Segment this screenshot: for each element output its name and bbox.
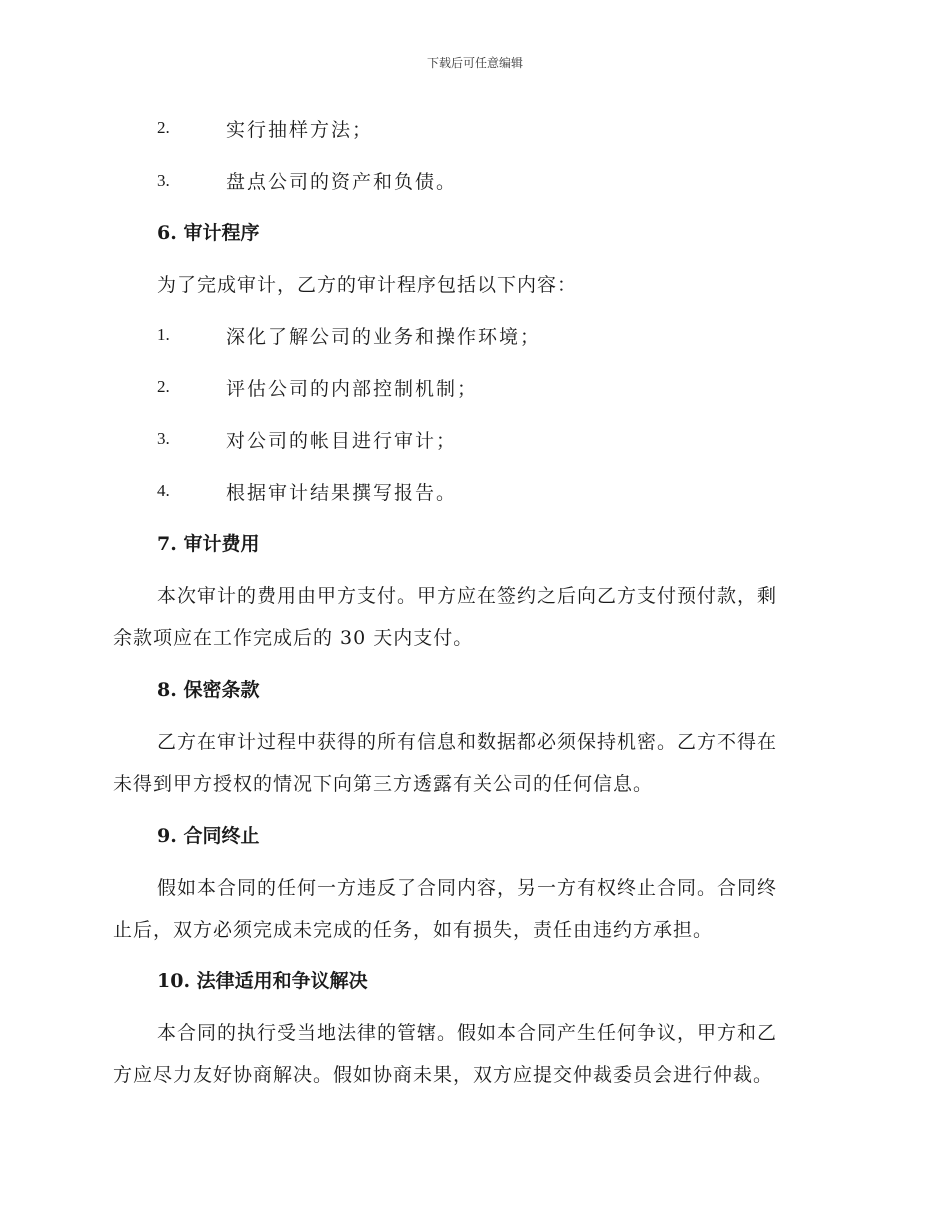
paragraph-text: 余款项应在工作完成后的 30 天内支付。 <box>113 627 474 649</box>
section-heading-9: 9. 合同终止 <box>157 825 260 847</box>
paragraph-text: 方应尽力友好协商解决。假如协商未果，双方应提交仲裁委员会进行仲裁。 <box>113 1064 774 1086</box>
list-number: 4. <box>157 481 170 500</box>
section-heading-8: 8. 保密条款 <box>157 679 260 701</box>
paragraph-text: 假如本合同的任何一方违反了合同内容，另一方有权终止合同。合同终 <box>157 877 778 899</box>
list-number: 3. <box>157 429 170 448</box>
section-heading-7: 7. 审计费用 <box>157 533 260 555</box>
paragraph-text: 止后，双方必须完成未完成的任务，如有损失，责任由违约方承担。 <box>113 919 714 941</box>
list-number: 2. <box>157 118 170 137</box>
paragraph-text: 本合同的执行受当地法律的管辖。假如本合同产生任何争议，甲方和乙 <box>157 1022 778 1044</box>
paragraph-text: 为了完成审计，乙方的审计程序包括以下内容： <box>157 274 578 296</box>
section-heading-6: 6. 审计程序 <box>157 222 260 244</box>
list-number: 1. <box>157 325 170 344</box>
list-item: 实行抽样方法； <box>226 119 374 141</box>
section-heading-10: 10. 法律适用和争议解决 <box>157 970 368 992</box>
page-header: 下载后可任意编辑 <box>426 56 523 70</box>
list-item: 根据审计结果撰写报告。 <box>226 482 458 504</box>
paragraph-text: 未得到甲方授权的情况下向第三方透露有关公司的任何信息。 <box>113 773 654 795</box>
list-item: 深化了解公司的业务和操作环境； <box>226 326 542 348</box>
list-item: 对公司的帐目进行审计； <box>226 430 458 452</box>
paragraph-text: 乙方在审计过程中获得的所有信息和数据都必须保持机密。乙方不得在 <box>157 731 778 753</box>
list-item: 盘点公司的资产和负债。 <box>226 171 458 193</box>
list-number: 2. <box>157 377 170 396</box>
list-item: 评估公司的内部控制机制； <box>226 378 479 400</box>
list-number: 3. <box>157 171 170 190</box>
paragraph-text: 本次审计的费用由甲方支付。甲方应在签约之后向乙方支付预付款，剩 <box>157 585 778 607</box>
